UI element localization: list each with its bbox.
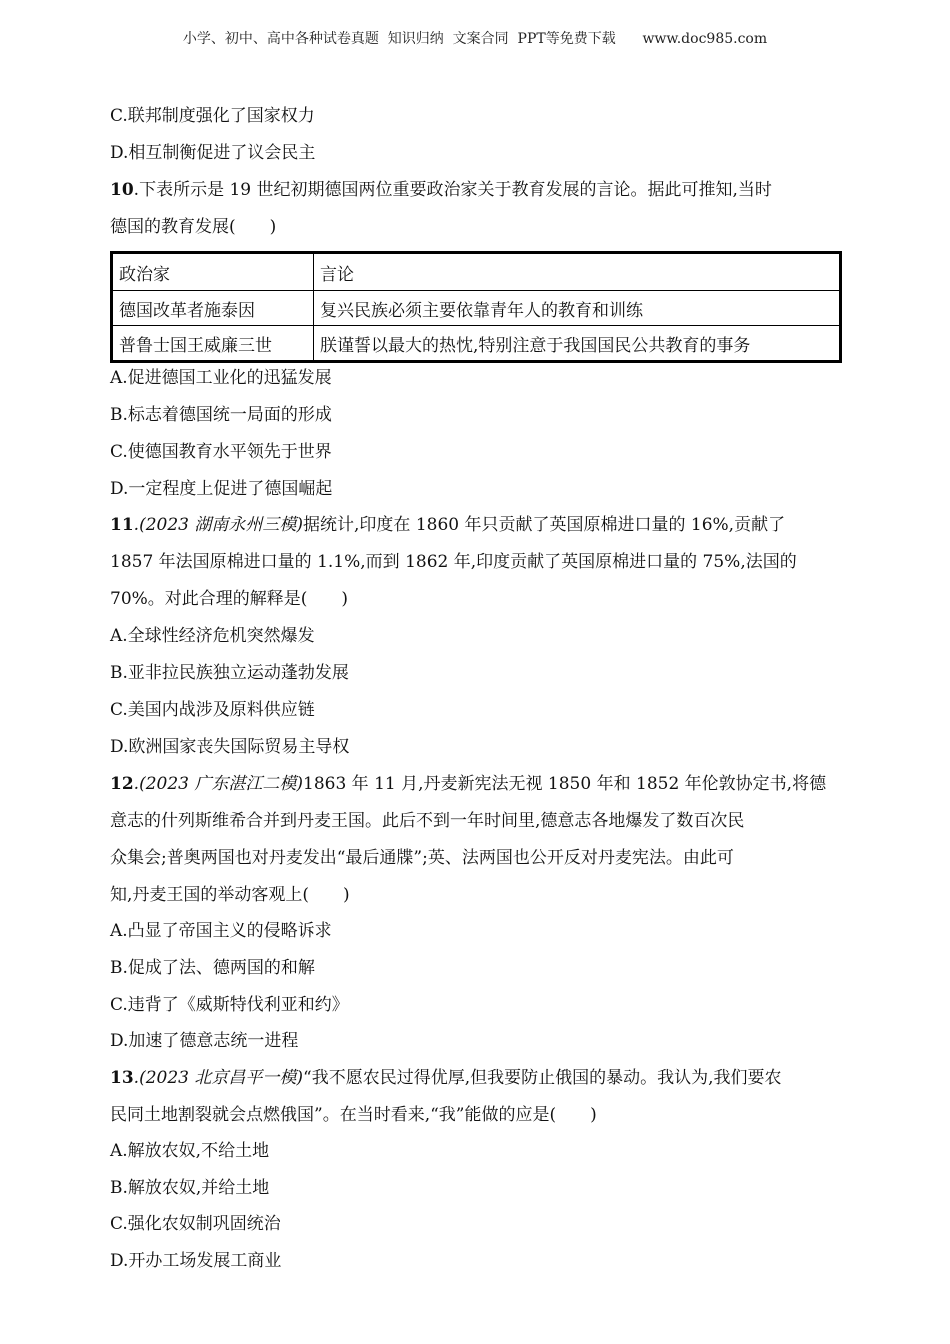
option-10c: C.使德国教育水平领先于世界 (110, 442, 332, 462)
question-text: 1863 年 11 月,丹麦新宪法无视 1850 年和 1852 年伦敦协定书,将德 (303, 774, 827, 794)
question-11-stem-cont: 1857 年法国原棉进口量的 1.1%,而到 1862 年,印度贡献了英国原棉进口量的 75%,法国的 (110, 552, 797, 572)
question-source: .(2023 北京昌平一模) (133, 1068, 304, 1088)
option-12c: C.违背了《威斯特伐利亚和约》 (110, 995, 349, 1015)
table-header-row (112, 253, 841, 291)
option-10d: D.一定程度上促进了德国崛起 (110, 479, 333, 499)
table-cell: 德国改革者施泰因 (112, 291, 314, 326)
question-13-stem-cont: 民同土地割裂就会点燃俄国”。在当时看来,“我”能做的应是( ) (110, 1105, 597, 1125)
table-header-cell: 言论 (314, 253, 841, 291)
question-number: 13 (110, 1068, 134, 1088)
option-13c: C.强化农奴制巩固统治 (110, 1214, 281, 1234)
question-text: 据统计,印度在 1860 年只贡献了英国原棉进口量的 16%,贡献了 (303, 515, 786, 535)
table-row (112, 326, 841, 362)
page-header: 小学、初中、高中各种试卷真题 知识归纳 文案合同 PPT等免费下载 www.doc985.com (182, 31, 768, 47)
option-13a: A.解放农奴,不给土地 (110, 1141, 270, 1161)
option-11d: D.欧洲国家丧失国际贸易主导权 (110, 737, 350, 757)
question-12-stem-cont: 意志的什列斯维希合并到丹麦王国。此后不到一年时间里,德意志各地爆发了数百次民 (110, 811, 745, 831)
question-12-stem-cont: 知,丹麦王国的举动客观上( ) (110, 885, 350, 905)
question-source: .(2023 广东湛江二模) (133, 774, 304, 794)
question-13-stem (110, 1070, 782, 1087)
option-10b: B.标志着德国统一局面的形成 (110, 405, 332, 425)
option-9d: D.相互制衡促进了议会民主 (110, 143, 316, 163)
question-12-stem (110, 776, 826, 793)
table-cell: 普鲁士国王威廉三世 (112, 326, 314, 362)
question-11-stem-cont: 70%。对此合理的解释是( ) (110, 589, 349, 609)
question-number: 12 (110, 774, 134, 794)
option-12d: D.加速了德意志统一进程 (110, 1031, 299, 1051)
question-text: “我不愿农民过得优厚,但我要防止俄国的暴动。我认为,我们要农 (303, 1068, 782, 1088)
question-10-stem (110, 182, 772, 199)
option-10a: A.促进德国工业化的迅猛发展 (110, 368, 332, 388)
question-10-stem-cont: 德国的教育发展( ) (110, 217, 277, 237)
question-number: 10 (110, 180, 134, 200)
option-11a: A.全球性经济危机突然爆发 (110, 626, 315, 646)
question-text: .下表所示是 19 世纪初期德国两位重要政治家关于教育发展的言论。据此可推知,当时 (133, 180, 772, 200)
option-12b: B.促成了法、德两国的和解 (110, 958, 315, 978)
option-11b: B.亚非拉民族独立运动蓬勃发展 (110, 663, 349, 683)
table-cell: 朕谨誓以最大的热忱,特别注意于我国国民公共教育的事务 (314, 326, 841, 362)
question-12-stem-cont: 众集会;普奥两国也对丹麦发出“最后通牒”;英、法两国也公开反对丹麦宪法。由此可 (110, 848, 734, 868)
statesman-quote-table (110, 251, 842, 363)
question-11-stem (110, 517, 785, 534)
option-13b: B.解放农奴,并给土地 (110, 1178, 270, 1198)
table-row (112, 291, 841, 326)
option-13d: D.开办工场发展工商业 (110, 1251, 282, 1271)
option-11c: C.美国内战涉及原料供应链 (110, 700, 315, 720)
option-9c: C.联邦制度强化了国家权力 (110, 106, 315, 126)
question-source: .(2023 湖南永州三模) (133, 515, 304, 535)
table-header-cell: 政治家 (112, 253, 314, 291)
option-12a: A.凸显了帝国主义的侵略诉求 (110, 921, 332, 941)
question-number: 11 (110, 515, 134, 535)
table-cell: 复兴民族必须主要依靠青年人的教育和训练 (314, 291, 841, 326)
